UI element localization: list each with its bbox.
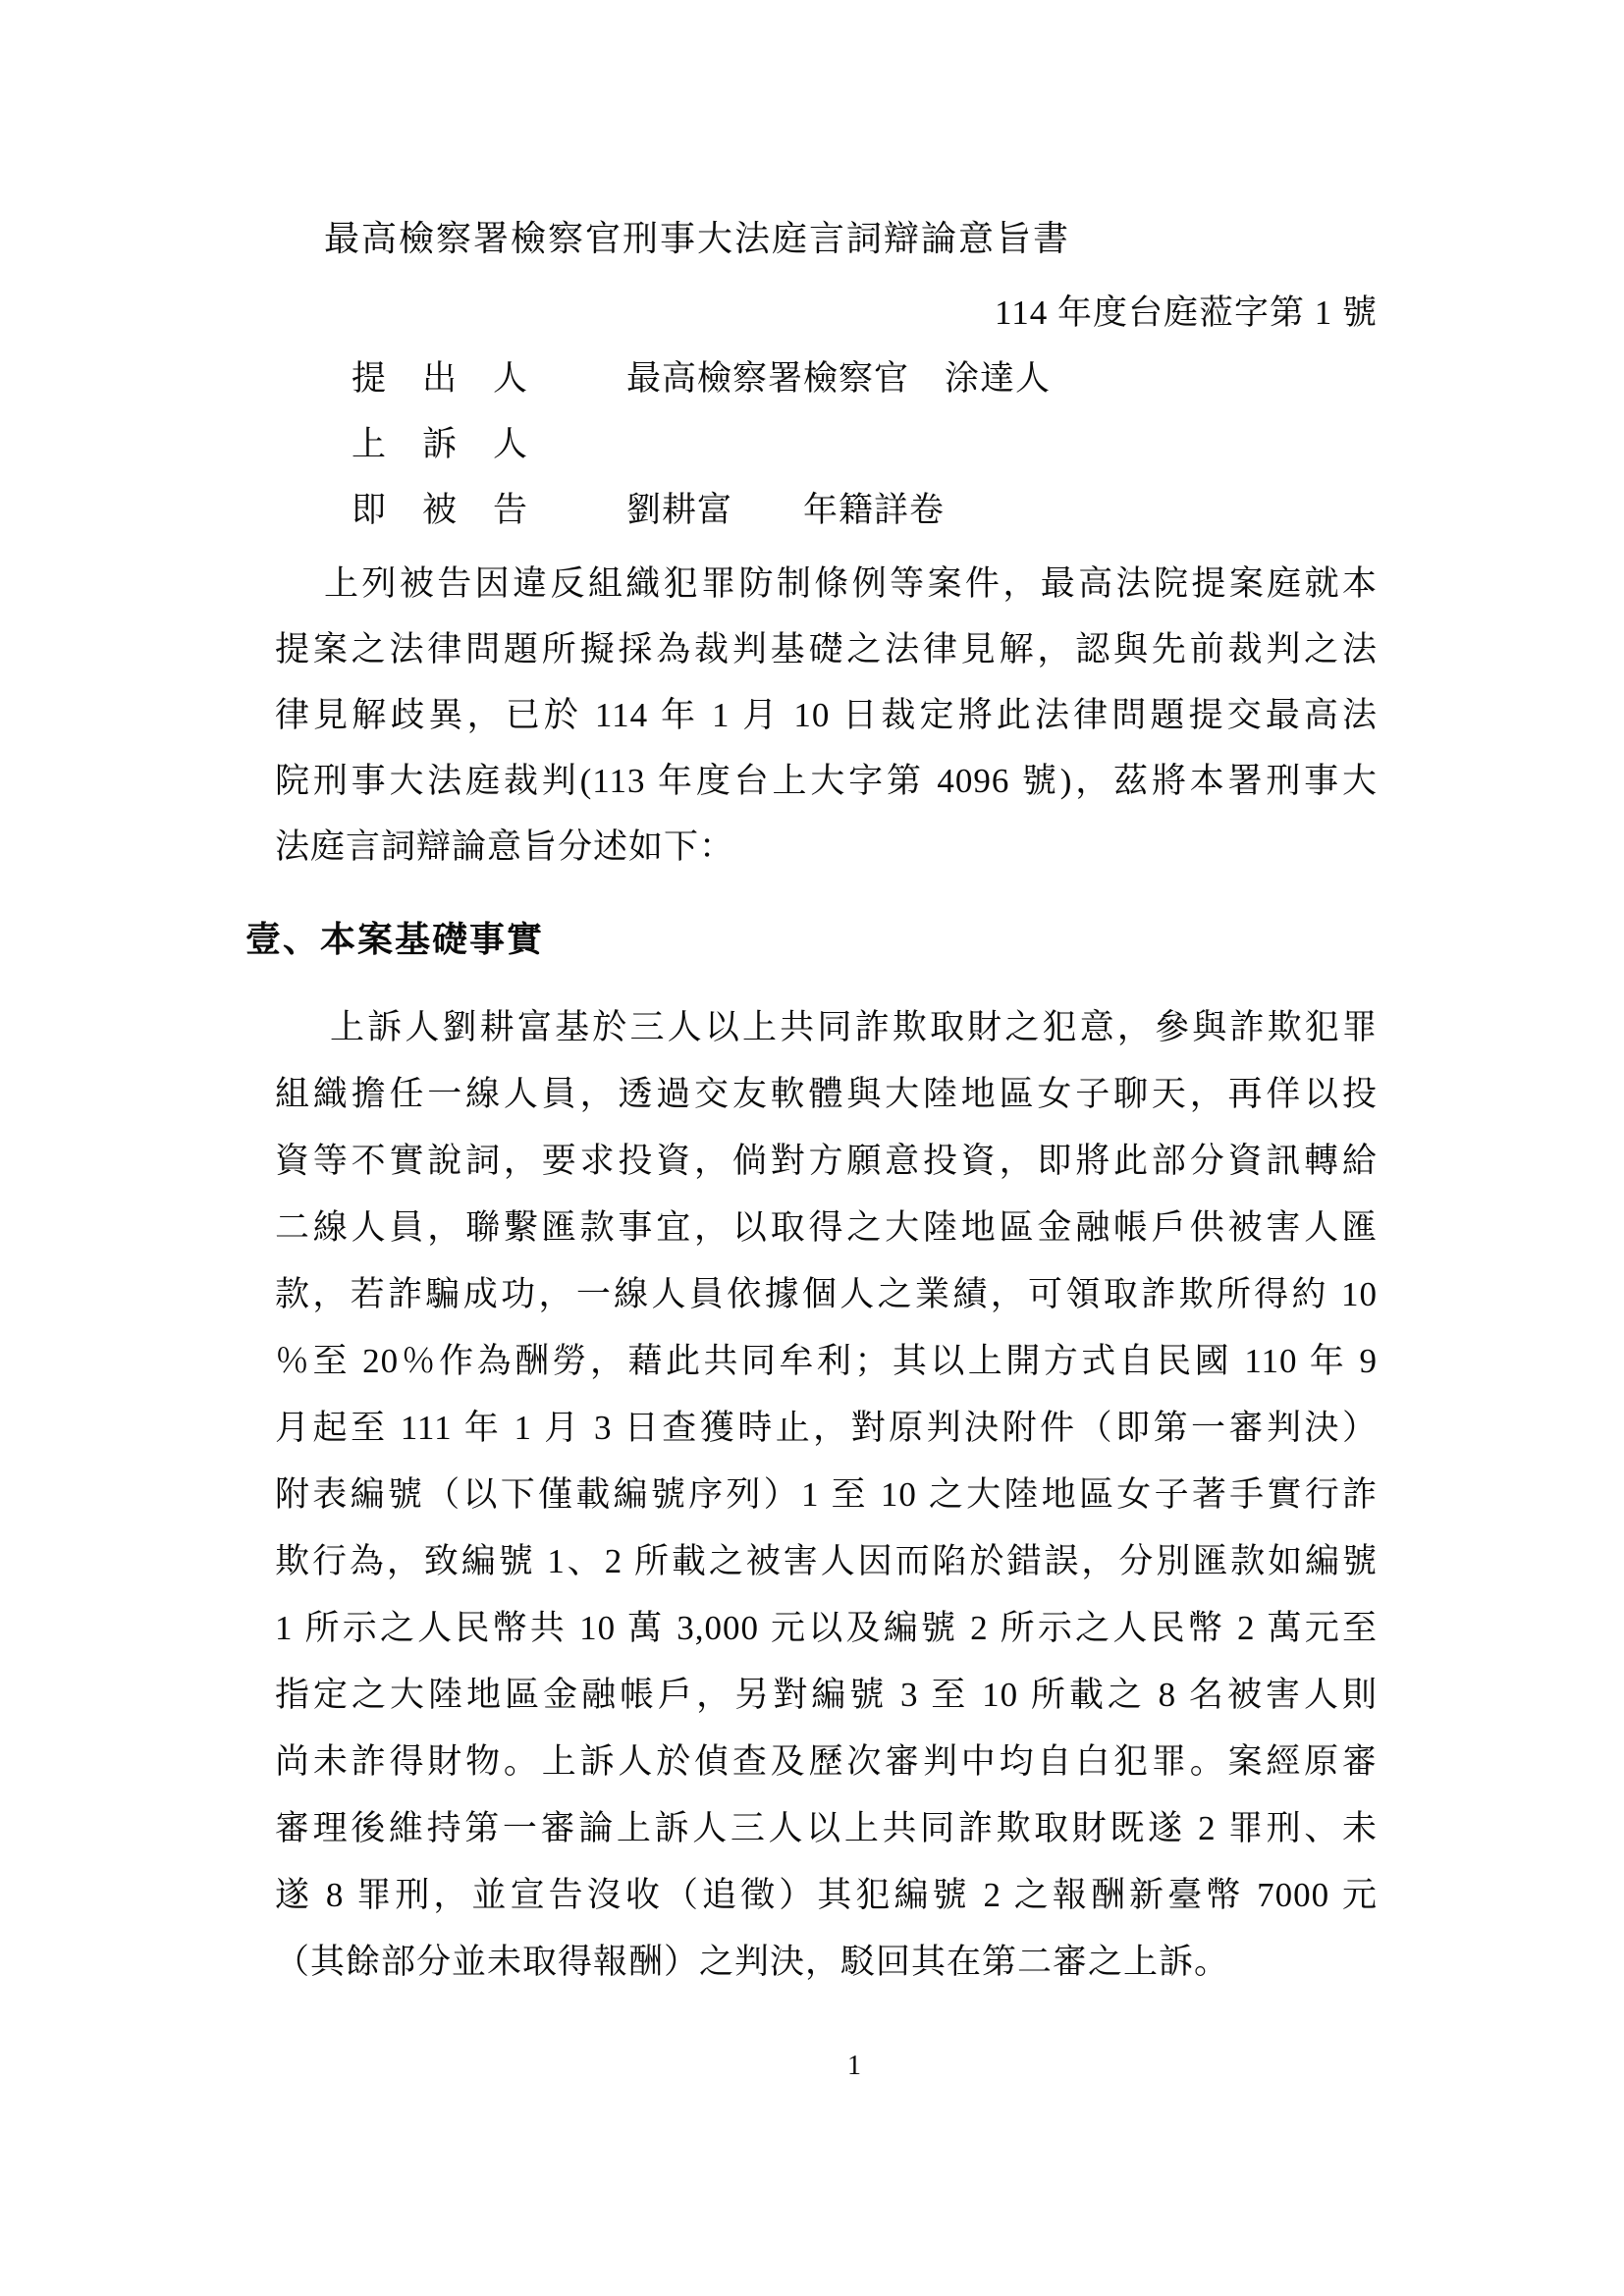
facts-line: 指定之大陸地區金融帳戶，另對編號 3 至 10 所載之 8 名被害人則	[275, 1676, 1378, 1714]
facts-line: 欺行為，致編號 1、2 所載之被害人因而陷於錯誤，分別匯款如編號	[275, 1542, 1378, 1580]
facts-line: 遂 8 罪刑，並宣告沒收（追徵）其犯編號 2 之報酬新臺幣 7000 元	[275, 1876, 1378, 1914]
section-heading: 壹、本案基礎事實	[245, 920, 545, 959]
facts-line: 上訴人劉耕富基於三人以上共同詐欺取財之犯意，參與詐欺犯罪	[330, 1008, 1378, 1046]
preamble-line: 上列被告因違反組織犯罪防制條例等案件，最高法院提案庭就本	[324, 564, 1378, 603]
preamble-line: 提案之法律問題所擬採為裁判基礎之法律見解，認與先前裁判之法	[275, 630, 1378, 668]
facts-line: ％至 20％作為酬勞，藉此共同牟利；其以上開方式自民國 110 年 9	[275, 1342, 1378, 1380]
preamble-paragraph	[275, 551, 1378, 880]
party-label-appellant: 上 訴 人	[352, 425, 529, 463]
document-content	[245, 206, 1378, 1996]
party-row-appellant	[352, 411, 1378, 477]
facts-line: 二線人員，聯繫匯款事宜，以取得之大陸地區金融帳戶供被害人匯	[275, 1208, 1378, 1247]
preamble-line: 院刑事大法庭裁判(113 年度台上大字第 4096 號)，茲將本署刑事大	[275, 762, 1378, 800]
facts-line: 審理後維持第一審論上訴人三人以上共同詐欺取財既遂 2 罪刑、未	[275, 1809, 1378, 1847]
party-label-defendant: 即 被 告	[352, 491, 529, 529]
facts-line: 附表編號（以下僅載編號序列）1 至 10 之大陸地區女子著手實行詐	[275, 1475, 1378, 1514]
party-row-defendant	[352, 477, 1378, 543]
page-number: 1	[847, 2051, 861, 2081]
party-name-submitter: 最高檢察署檢察官 涂達人	[626, 359, 1052, 398]
facts-line: 尚未詐得財物。上訴人於偵查及歷次審判中均自白犯罪。案經原審	[275, 1742, 1378, 1781]
facts-paragraph	[275, 994, 1378, 1996]
preamble-line: 法庭言詞辯論意旨分述如下：	[275, 828, 735, 866]
party-label-submitter: 提 出 人	[352, 359, 529, 398]
facts-line: （其餘部分並未取得報酬）之判決，駁回其在第二審之上訴。	[275, 1943, 1230, 1981]
facts-line: 月起至 111 年 1 月 3 日查獲時止，對原判決附件（即第一審判決）	[275, 1409, 1378, 1447]
facts-line: 組織擔任一線人員，透過交友軟體與大陸地區女子聊天，再佯以投	[275, 1075, 1378, 1113]
document-title: 最高檢察署檢察官刑事大法庭言詞辯論意旨書	[324, 219, 1071, 258]
party-row-submitter	[352, 346, 1378, 411]
facts-line: 1 所示之人民幣共 10 萬 3,000 元以及編號 2 所示之人民幣 2 萬元至	[275, 1609, 1378, 1647]
case-number: 114 年度台庭蒞字第 1 號	[995, 294, 1378, 332]
facts-line: 款，若詐騙成功，一線人員依據個人之業績，可領取詐欺所得約 10	[275, 1275, 1378, 1313]
party-name-defendant: 劉耕富 年籍詳卷	[626, 491, 946, 529]
party-list	[245, 346, 1378, 543]
facts-line: 資等不實說詞，要求投資，倘對方願意投資，即將此部分資訊轉給	[275, 1142, 1378, 1180]
preamble-line: 律見解歧異，已於 114 年 1 月 10 日裁定將此法律問題提交最高法	[275, 696, 1378, 734]
